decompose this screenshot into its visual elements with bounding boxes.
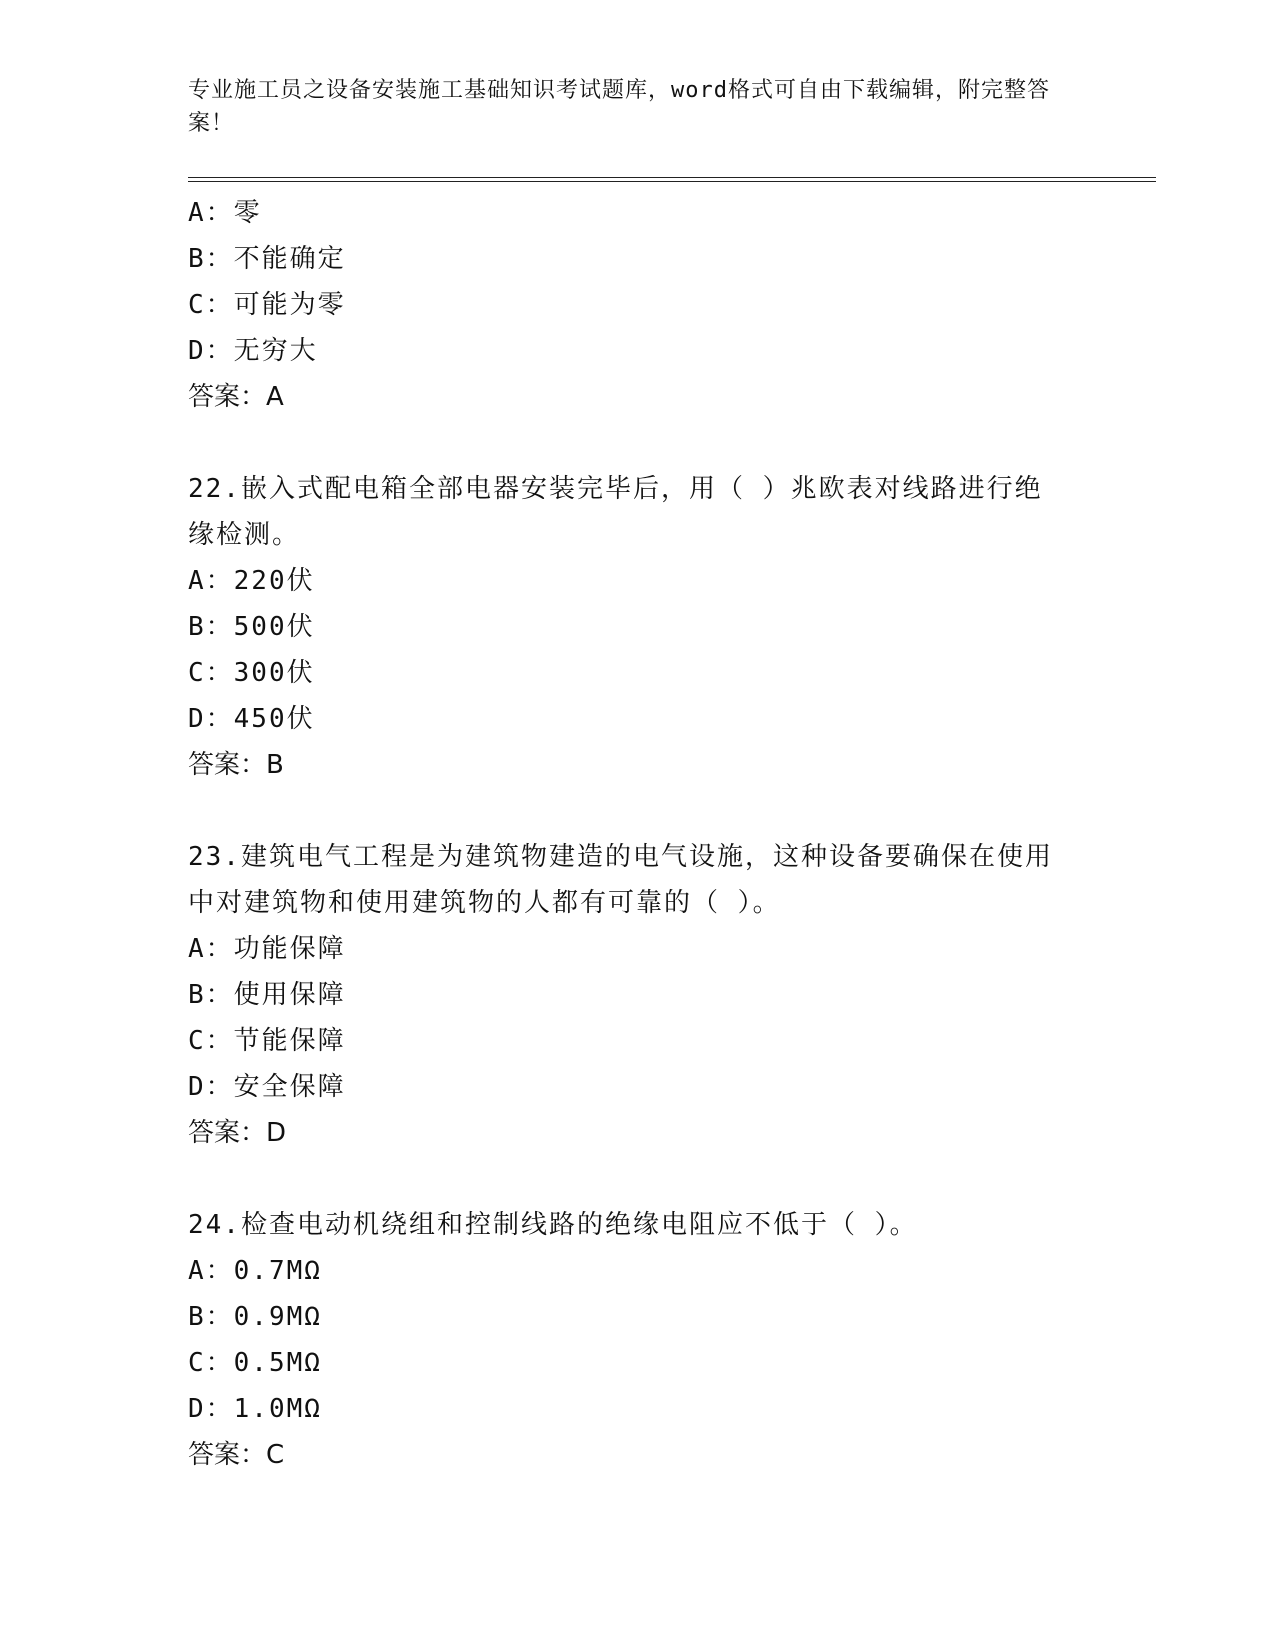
option-a: A：功能保障 [188, 934, 346, 964]
option-d: D：安全保障 [188, 1072, 346, 1102]
option-d: D：450伏 [188, 704, 315, 734]
answer-line: 答案：D [188, 1118, 287, 1148]
spacer [188, 788, 1108, 834]
answer-line: 答案：A [188, 382, 284, 412]
option-c: C：0.5MΩ [188, 1348, 322, 1378]
question-list [188, 190, 1108, 1478]
header-divider-bottom [188, 181, 1156, 182]
option-b: B：0.9MΩ [188, 1302, 322, 1332]
header-divider-top [188, 177, 1156, 178]
spacer [188, 1156, 1108, 1202]
answer-line: 答案：B [188, 750, 284, 780]
spacer [188, 420, 1108, 466]
option-b: B：使用保障 [188, 980, 346, 1010]
question-text: 24.检查电动机绕组和控制线路的绝缘电阻应不低于（ ）。 [188, 1210, 918, 1240]
question-text: 22.嵌入式配电箱全部电器安装完毕后，用（ ）兆欧表对线路进行绝缘检测。 [188, 474, 1043, 550]
answer-line: 答案：C [188, 1440, 285, 1470]
question-block-24 [188, 1202, 1108, 1478]
question-block-23 [188, 834, 1108, 1156]
option-a: A：220伏 [188, 566, 315, 596]
option-a: A：0.7MΩ [188, 1256, 322, 1286]
option-c: C：可能为零 [188, 290, 346, 320]
question-block-21 [188, 190, 1108, 420]
document-header: 专业施工员之设备安装施工基础知识考试题库，word格式可自由下载编辑，附完整答案！ [188, 78, 1050, 136]
option-b: B：不能确定 [188, 244, 346, 274]
question-block-22 [188, 466, 1108, 788]
option-c: C：节能保障 [188, 1026, 346, 1056]
option-b: B：500伏 [188, 612, 315, 642]
option-d: D：无穷大 [188, 336, 318, 366]
option-a: A：零 [188, 198, 262, 228]
option-d: D：1.0MΩ [188, 1394, 322, 1424]
question-text: 23.建筑电气工程是为建筑物建造的电气设施，这种设备要确保在使用中对建筑物和使用建筑物的人都有可靠的（ ）。 [188, 842, 1053, 918]
option-c: C：300伏 [188, 658, 315, 688]
